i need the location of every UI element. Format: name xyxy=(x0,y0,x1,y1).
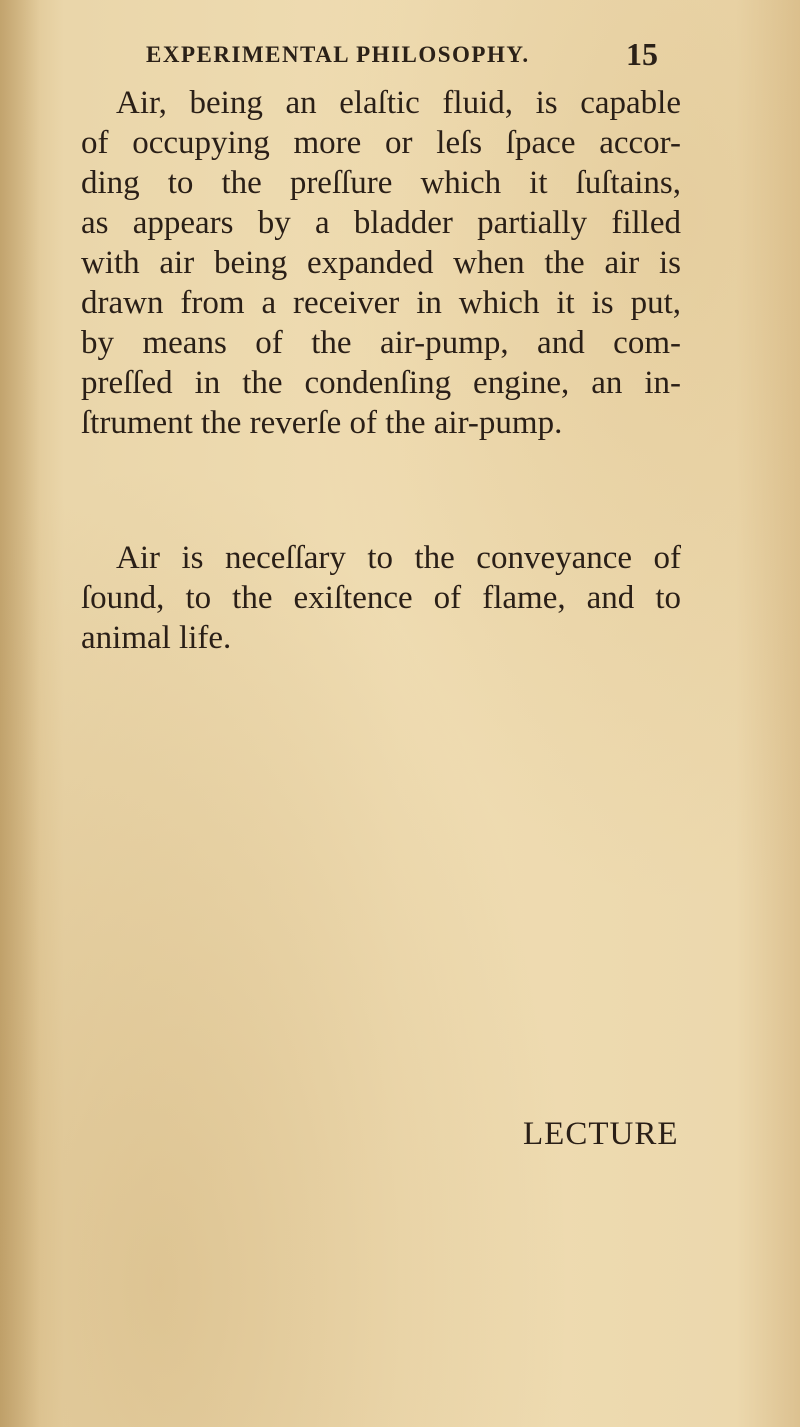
running-title: EXPERIMENTAL PHILOSOPHY. xyxy=(146,42,530,67)
text-line: Air, being an elaſtic fluid, is capable xyxy=(116,85,681,121)
paragraph-air-elasticity xyxy=(81,83,681,443)
text-line: of occupying more or leſs ſpace accor- xyxy=(81,125,681,161)
text-line: by means of the air-pump, and com- xyxy=(81,325,681,361)
text-line: as appears by a bladder partially filled xyxy=(81,205,681,241)
text-line: ſtrument the reverſe of the air-pump. xyxy=(81,405,563,441)
text-line: drawn from a receiver in which it is put, xyxy=(81,285,681,321)
spine-shadow xyxy=(0,0,40,1427)
text-line: ſound, to the exiſtence of flame, and to xyxy=(81,580,681,616)
text-line: Air is neceſſary to the conveyance of xyxy=(116,540,681,576)
text-line: preſſed in the condenſing engine, an in- xyxy=(81,365,681,401)
text-line: ding to the preſſure which it ſuſtains, xyxy=(81,165,681,201)
text-line: with air being expanded when the air is xyxy=(81,245,681,281)
paragraph-air-necessity xyxy=(81,538,681,658)
text-line: animal life. xyxy=(81,620,232,656)
page-number: 15 xyxy=(626,36,658,72)
catchword: LECTURE xyxy=(523,1116,679,1152)
